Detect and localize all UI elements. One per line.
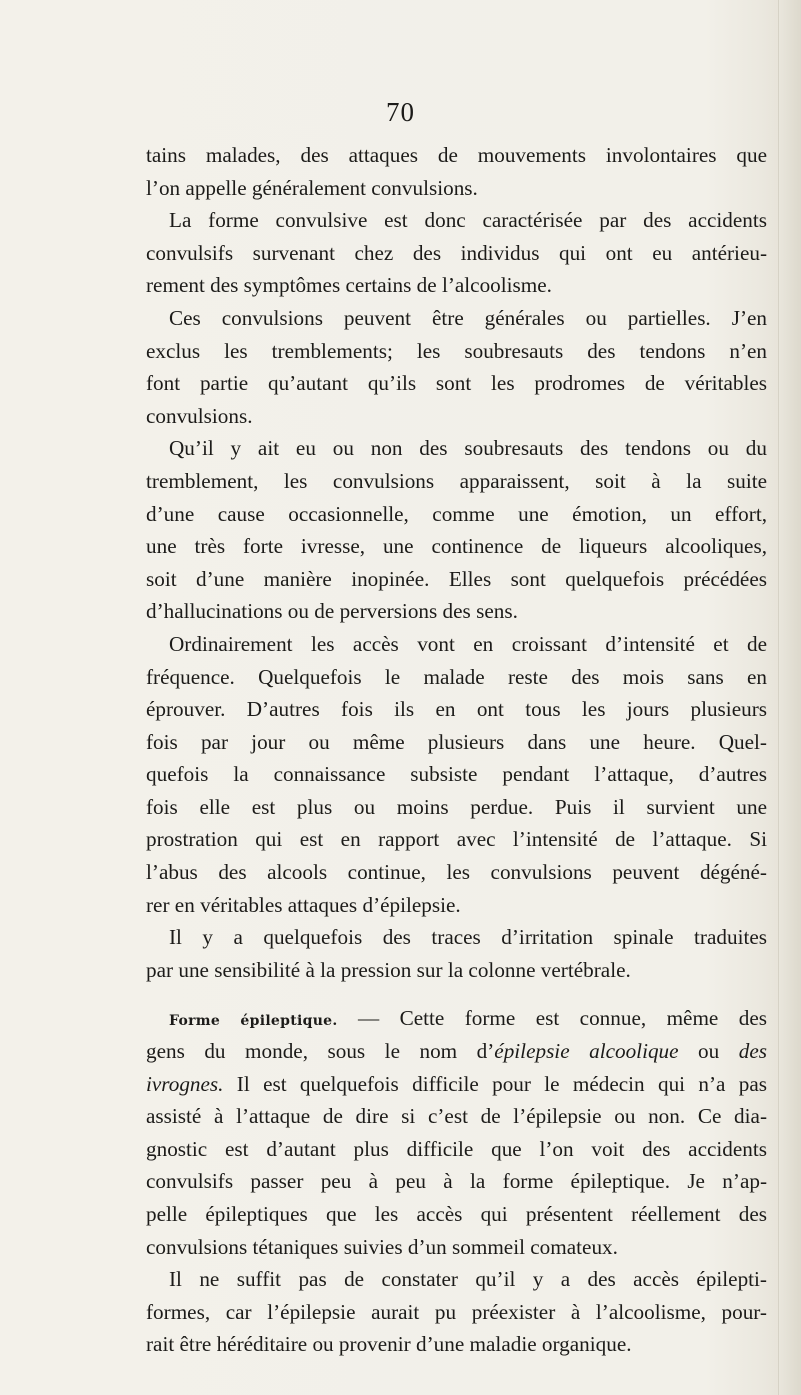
text-line: soit d’une manière inopinée. Elles sont quelquefois précédées <box>146 566 767 591</box>
text-line: d’une cause occasionnelle, comme une émotion, un effort, <box>146 501 767 526</box>
text-line: formes, car l’épilepsie aurait pu préexister à l’alcoolisme, pour- <box>146 1299 767 1324</box>
page-number: 70 <box>386 97 415 127</box>
text-line: rer en véritables attaques d’épilepsie. <box>146 892 461 917</box>
text-line: fois elle est plus ou moins perdue. Puis il survient une <box>146 794 767 819</box>
text-line: Ordinairement les accès vont en croissant d’intensité et de <box>169 631 767 656</box>
adjacent-page-edge <box>778 0 801 1395</box>
text-line: prostration qui est en rapport avec l’intensité de l’attaque. Si <box>146 827 767 852</box>
text-line: convulsions. <box>146 403 253 428</box>
section-gap <box>146 986 767 1002</box>
text-line: rait être héréditaire ou provenir d’une maladie organique. <box>146 1332 632 1357</box>
text-line: Qu’il y ait eu ou non des soubresauts des tendons ou du <box>169 436 767 461</box>
text-line: par une sensibilité à la pression sur la colonne vertébrale. <box>146 957 631 982</box>
text-line <box>146 1068 767 1101</box>
text-line: rement des symptômes certains de l’alcoolisme. <box>146 273 552 298</box>
text-line: éprouver. D’autres fois ils en ont tous les jours plusieurs <box>146 697 767 722</box>
text-line: convulsifs survenant chez des individus qui ont eu antérieu- <box>146 240 767 265</box>
text-line: tains malades, des attaques de mouvements involontaires que <box>146 143 767 167</box>
text-line: Ces convulsions peuvent être générales ou partielles. J’en <box>169 305 767 330</box>
text-line: convulsions tétaniques suivies d’un sommeil comateux. <box>146 1234 618 1259</box>
text-line: une très forte ivresse, une continence de liqueurs alcooliques, <box>146 534 767 559</box>
section-heading: Forme épileptique. <box>169 1013 338 1030</box>
text-line <box>146 1002 767 1035</box>
text-line: fois par jour ou même plusieurs dans une heure. Quel- <box>146 729 767 754</box>
text-line <box>146 1035 767 1068</box>
text-line: convulsifs passer peu à peu à la forme épileptique. Je n’ap- <box>146 1169 767 1194</box>
text-line: l’on appelle généralement convulsions. <box>146 175 478 200</box>
text-line: quefois la connaissance subsiste pendant l’attaque, d’autres <box>146 762 767 787</box>
body-text <box>146 139 767 1361</box>
text-line: tremblement, les convulsions apparaissent, soit à la suite <box>146 468 767 493</box>
text-line: Il y a quelquefois des traces d’irritation spinale traduites <box>169 925 767 950</box>
text-line: l’abus des alcools continue, les convulsions peuvent dégéné- <box>146 860 767 885</box>
text-line: fréquence. Quelquefois le malade reste des mois sans en <box>146 664 767 689</box>
text-fragment: — Cette forme est connue, même des <box>337 1006 767 1031</box>
text-line: d’hallucinations ou de perversions des sens. <box>146 599 518 624</box>
text-fragment: gens du monde, sous le nom d’ <box>146 1039 495 1064</box>
text-line: exclus les tremblements; les soubresauts des tendons n’en <box>146 338 767 363</box>
text-line: assisté à l’attaque de dire si c’est de l’épilepsie ou non. Ce dia- <box>146 1104 767 1129</box>
text-line: gnostic est d’autant plus difficile que l’on voit des accidents <box>146 1136 767 1161</box>
italic-term: des <box>738 1039 767 1064</box>
text-line: pelle épileptiques que les accès qui présentent réellement des <box>146 1202 767 1226</box>
text-line: Il ne suffit pas de constater qu’il y a des accès épilepti- <box>169 1267 767 1292</box>
text-line: La forme convulsive est donc caractérisée par des accidents <box>169 208 767 233</box>
text-fragment: Il est quelquefois difficile pour le médecin qui n’a pas <box>223 1071 767 1096</box>
italic-term: ivrognes. <box>146 1071 224 1096</box>
text-fragment: ou <box>678 1039 739 1064</box>
italic-term: épilepsie alcoolique <box>494 1039 679 1064</box>
text-line: font partie qu’autant qu’ils sont les prodromes de véritables <box>146 371 767 396</box>
